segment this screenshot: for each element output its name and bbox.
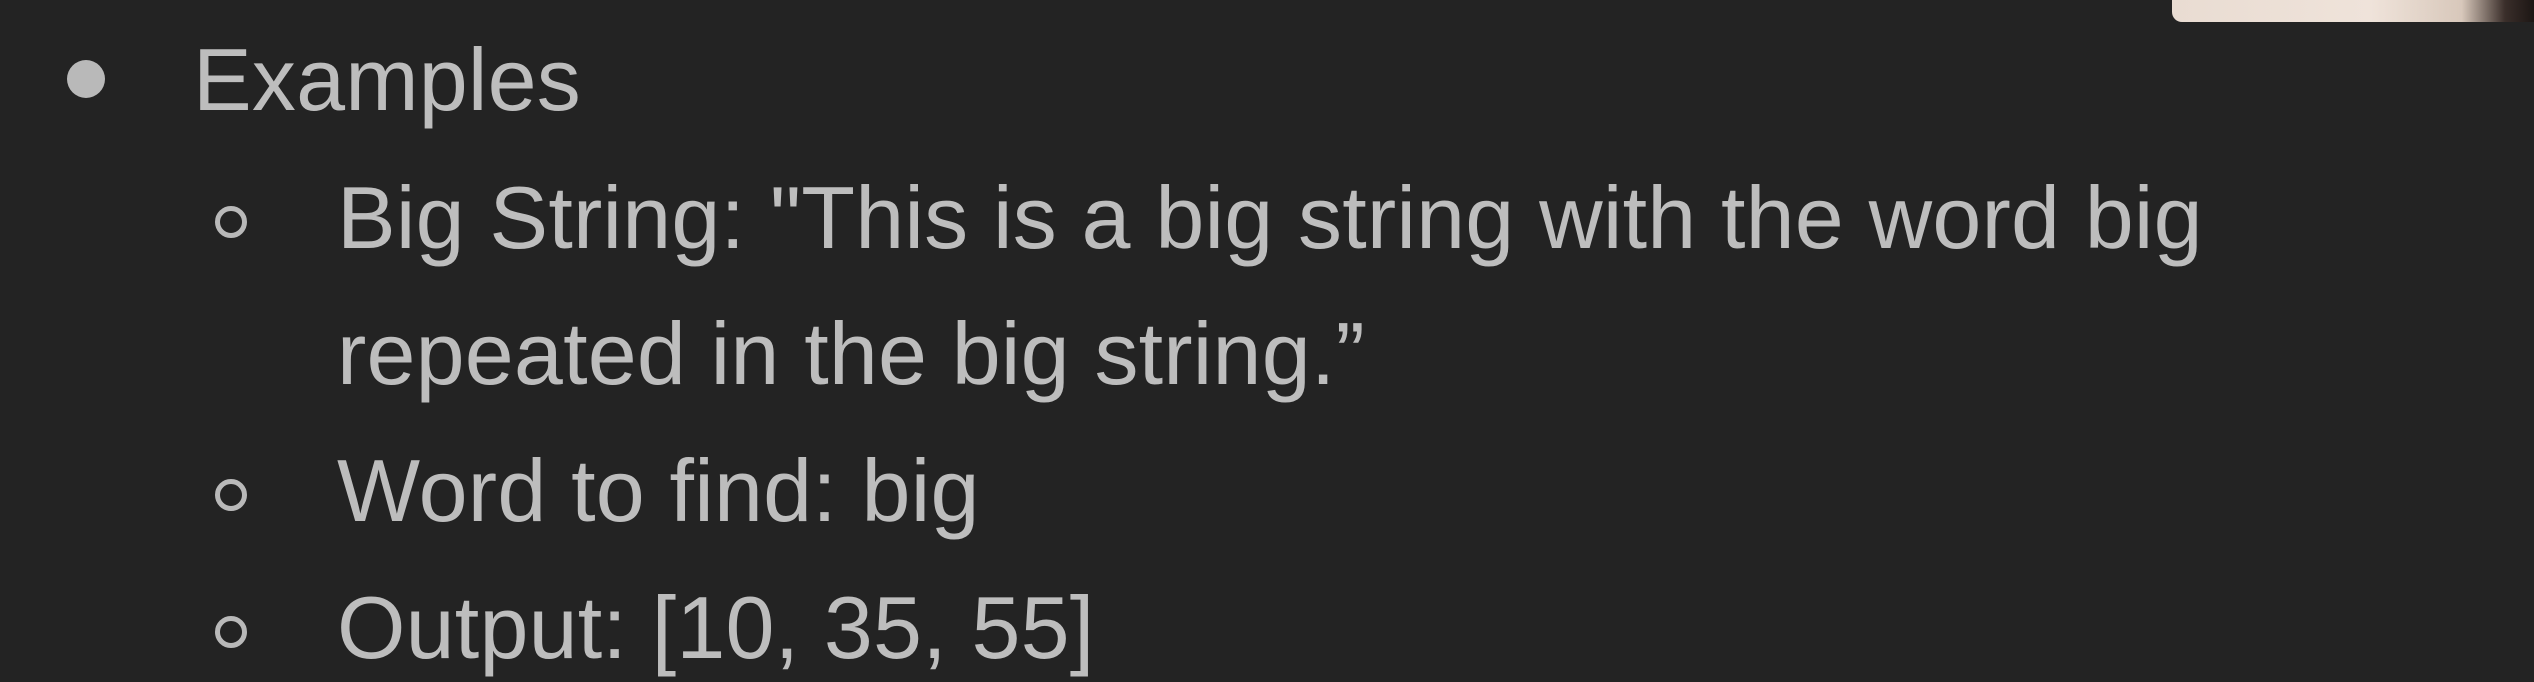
item-value: [10, 35, 55] — [651, 578, 1095, 677]
list-item-output — [337, 578, 1095, 677]
heading-examples — [193, 30, 581, 129]
item-label: Big String: — [337, 168, 746, 267]
heading-text: Examples — [193, 30, 581, 129]
item-value: big — [861, 441, 980, 540]
list-item-big-string — [337, 168, 2203, 267]
bullet-hollow-icon — [215, 479, 247, 511]
item-label: Word to find: — [337, 441, 837, 540]
bullet-filled-icon — [67, 60, 105, 98]
item-continuation: repeated in the big string.” — [337, 304, 1365, 403]
bullet-hollow-icon — [215, 206, 247, 238]
bullet-hollow-icon — [215, 616, 247, 648]
list-item-word-to-find — [337, 441, 980, 540]
list-item-big-string-continuation — [337, 304, 1365, 403]
item-value: "This is a big string with the word big — [769, 168, 2203, 267]
item-label: Output: — [337, 578, 628, 677]
webcam-overlay — [2172, 0, 2534, 22]
